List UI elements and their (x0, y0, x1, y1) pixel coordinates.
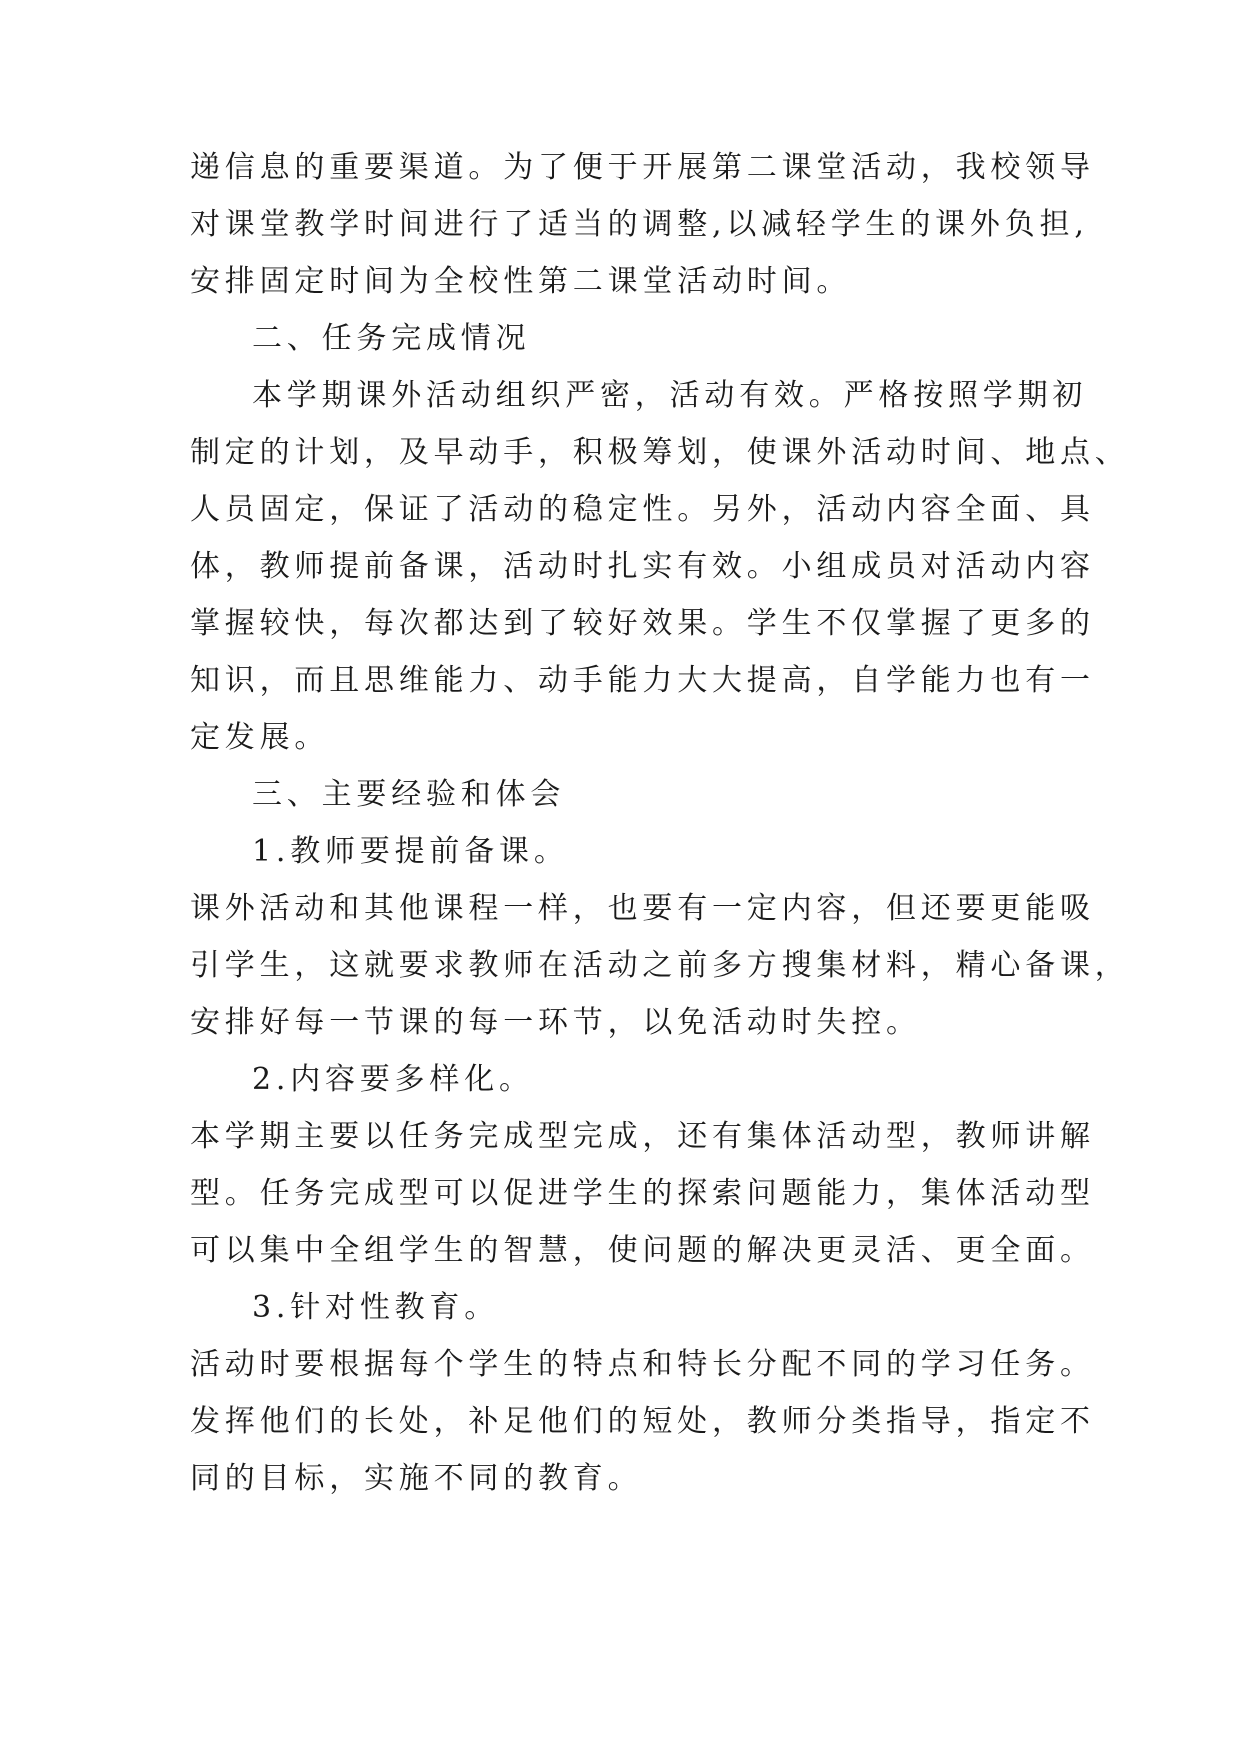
text-line: 型。任务完成型可以促进学生的探索问题能力，集体活动型 (190, 1176, 1095, 1211)
section-heading: 二、任务完成情况 (252, 321, 531, 356)
text-line: 人员固定，保证了活动的稳定性。另外，活动内容全面、具 (190, 492, 1095, 527)
section-heading: 三、主要经验和体会 (252, 777, 566, 812)
text-line: 制定的计划，及早动手，积极筹划，使课外活动时间、地点、 (190, 435, 1130, 470)
text-line: 同的目标，实施不同的教育。 (190, 1461, 643, 1496)
text-line: 知识，而且思维能力、动手能力大大提高，自学能力也有一 (190, 663, 1095, 698)
text-line: 安排固定时间为全校性第二课堂活动时间。 (190, 264, 852, 299)
text-line: 课外活动和其他课程一样，也要有一定内容，但还要更能吸 (190, 891, 1095, 926)
text-line: 本学期课外活动组织严密，活动有效。严格按照学期初 (252, 378, 1088, 413)
text-line: 可以集中全组学生的智慧，使问题的解决更灵活、更全面。 (190, 1233, 1095, 1268)
text-line: 发挥他们的长处，补足他们的短处，教师分类指导，指定不 (190, 1404, 1095, 1439)
text-line: 递信息的重要渠道。为了便于开展第二课堂活动，我校领导 (190, 150, 1095, 185)
text-line: 体，教师提前备课，活动时扎实有效。小组成员对活动内容 (190, 549, 1095, 584)
text-line: 安排好每一节课的每一环节，以免活动时失控。 (190, 1005, 921, 1040)
text-line: 本学期主要以任务完成型完成，还有集体活动型，教师讲解 (190, 1119, 1095, 1154)
subsection-heading: 1.教师要提前备课。 (252, 834, 569, 869)
text-line: 引学生，这就要求教师在活动之前多方搜集材料，精心备课， (190, 948, 1130, 983)
text-line: 活动时要根据每个学生的特点和特长分配不同的学习任务。 (190, 1347, 1095, 1382)
text-line: 掌握较快，每次都达到了较好效果。学生不仅掌握了更多的 (190, 606, 1095, 641)
subsection-heading: 3.针对性教育。 (252, 1290, 500, 1325)
subsection-heading: 2.内容要多样化。 (252, 1062, 534, 1097)
text-line: 对课堂教学时间进行了适当的调整,以减轻学生的课外负担, (190, 207, 1089, 242)
text-line: 定发展。 (190, 720, 330, 755)
